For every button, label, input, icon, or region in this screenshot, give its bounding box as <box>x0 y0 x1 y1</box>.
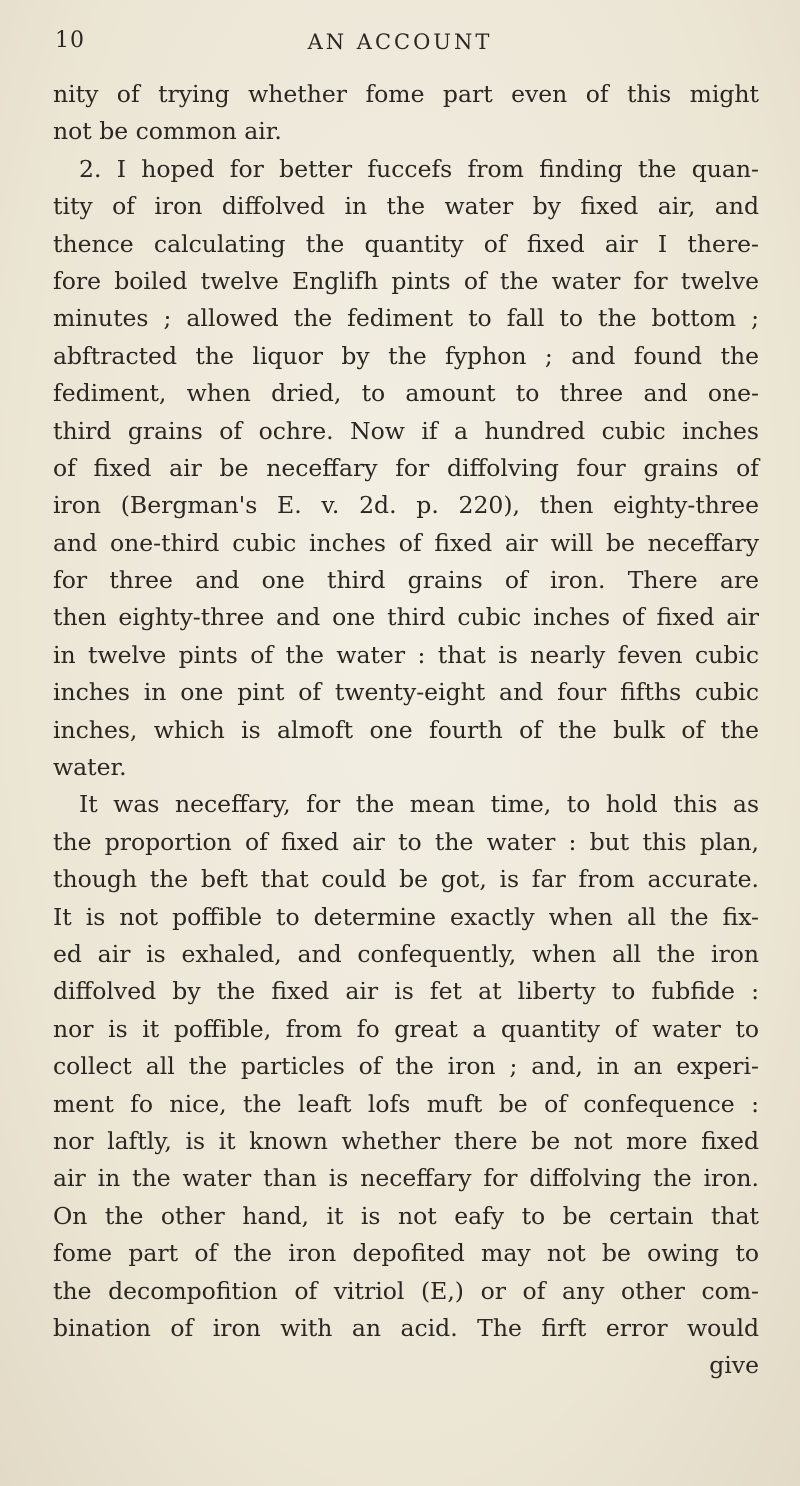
text-line: diffolved by the fixed air is fet at liberty to fubfide : <box>53 977 759 1006</box>
text-line: tity of iron diffolved in the water by fixed air, and <box>53 192 759 221</box>
running-head <box>55 28 745 68</box>
body-text <box>53 76 759 1385</box>
text-line: On the other hand, it is not eafy to be certain that <box>53 1201 759 1230</box>
text-line: ment fo nice, the leaft lofs muft be of confequence : <box>53 1089 759 1118</box>
text-line: ed air is exhaled, and confequently, when all the iron <box>53 939 759 968</box>
text-line: the proportion of fixed air to the water : but this plan, <box>53 827 759 856</box>
text-line: collect all the particles of the iron ; and, in an experi- <box>53 1052 759 1081</box>
text-line: nor is it poffible, from fo great a quantity of water to <box>53 1014 759 1043</box>
text-line: and one-third cubic inches of fixed air will be neceffary <box>53 528 759 557</box>
text-line: nity of trying whether fome part even of this might <box>53 80 759 108</box>
text-line: bination of iron with an acid. The firft error would <box>53 1313 759 1342</box>
text-line: not be common air. <box>53 117 282 146</box>
text-line: inches, which is almoft one fourth of the bulk of the <box>53 715 759 744</box>
text-line: iron (Bergman's E. v. 2d. p. 220), then eighty-three <box>53 491 759 520</box>
text-line: inches in one pint of twenty-eight and four fifths cubic <box>53 678 759 707</box>
text-line: then eighty-three and one third cubic inches of fixed air <box>53 603 759 632</box>
text-line: abftracted the liquor by the fyphon ; and found the <box>53 341 759 370</box>
text-line: third grains of ochre. Now if a hundred cubic inches <box>53 416 759 445</box>
text-line: fome part of the iron depofited may not be owing to <box>53 1239 759 1268</box>
text-line: 2. I hoped for better fuccefs from finding the quan- <box>79 154 759 183</box>
text-line: fore boiled twelve Englifh pints of the water for twelve <box>53 266 759 295</box>
text-line: minutes ; allowed the fediment to fall to the bottom ; <box>53 304 759 333</box>
text-line: water. <box>53 753 127 782</box>
text-line: air in the water than is neceffary for diffolving the iron. <box>53 1164 759 1193</box>
catchword: give <box>709 1351 759 1380</box>
text-line: It is not poffible to determine exactly when all the fix- <box>53 902 759 931</box>
text-line: of fixed air be neceffary for diffolving four grains of <box>53 453 759 482</box>
text-line: thence calculating the quantity of fixed air I there- <box>53 229 759 258</box>
text-line: fediment, when dried, to amount to three and one- <box>53 379 759 408</box>
text-line: the decompofition of vitriol (E,) or of any other com- <box>53 1276 759 1305</box>
text-line: nor laftly, is it known whether there be not more fixed <box>53 1126 759 1155</box>
running-title: AN ACCOUNT <box>307 30 493 54</box>
text-line: for three and one third grains of iron. There are <box>53 566 759 595</box>
text-line: in twelve pints of the water : that is nearly feven cubic <box>53 640 759 669</box>
page-number: 10 <box>55 28 85 53</box>
text-line: though the beft that could be got, is far from accurate. <box>53 865 759 894</box>
text-line: It was neceffary, for the mean time, to hold this as <box>79 790 759 819</box>
